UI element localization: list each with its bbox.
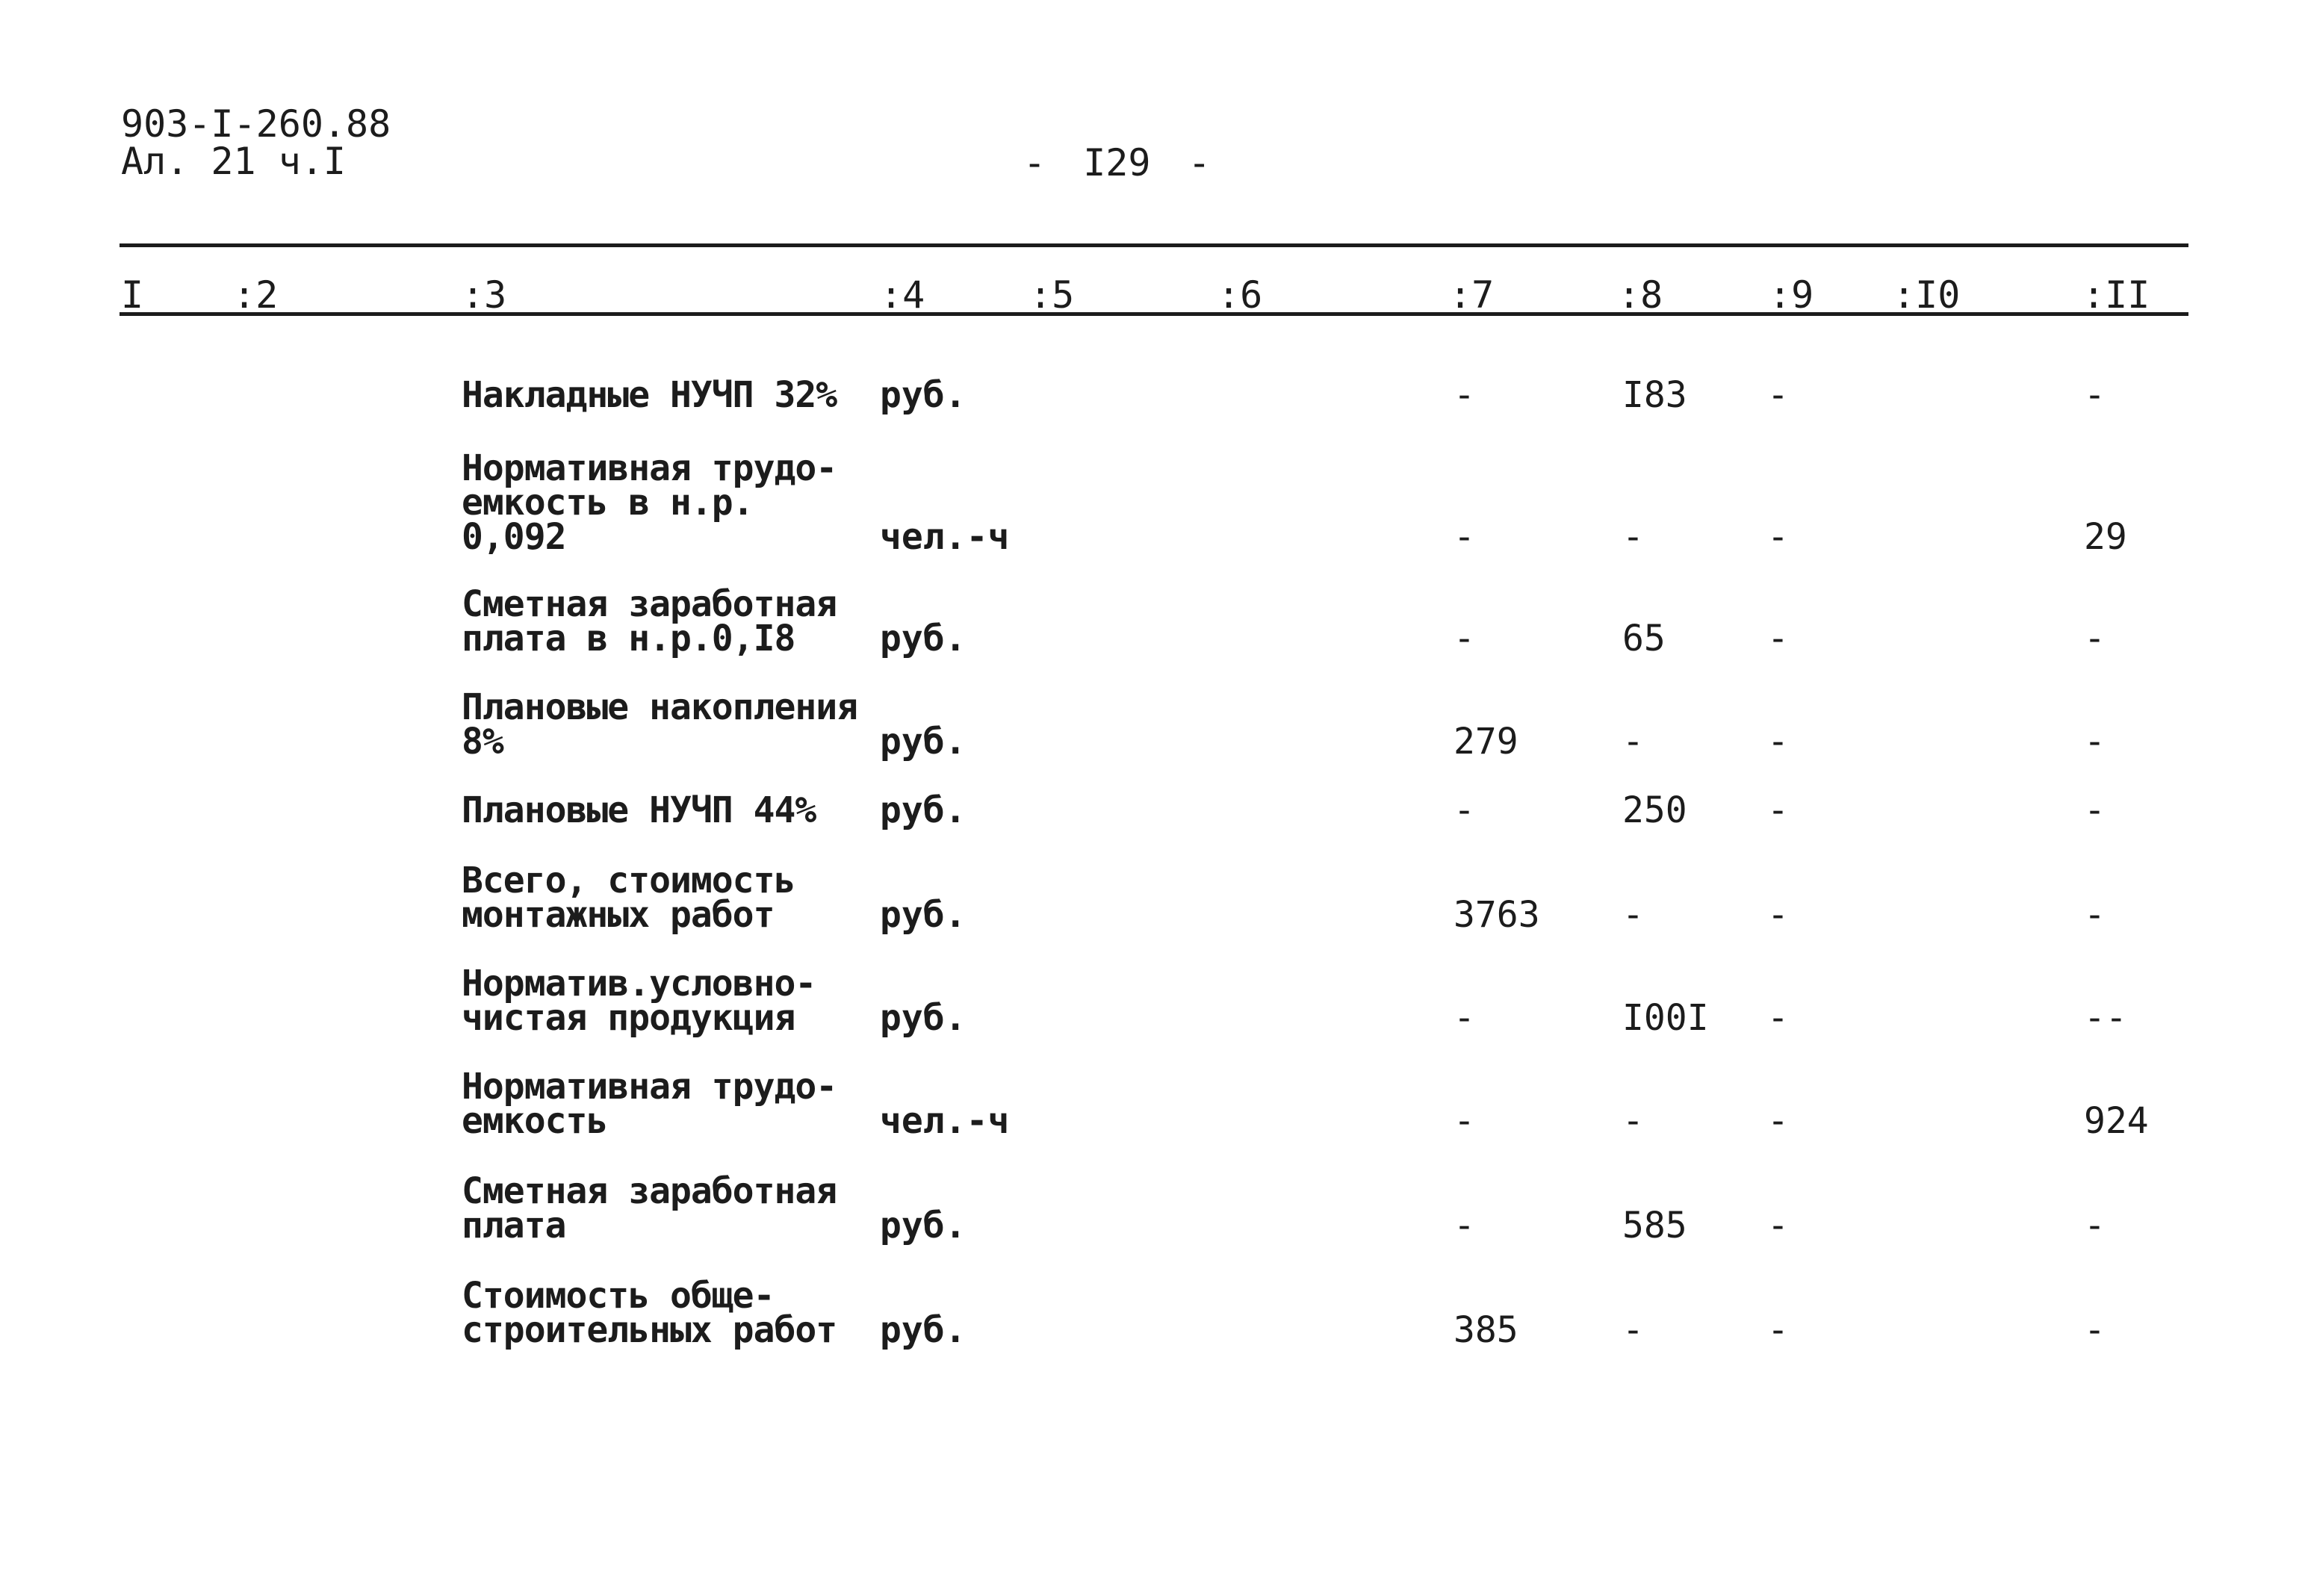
row-description-line: Стоимость обще- — [462, 1275, 775, 1317]
row-description-line: Всего, стоимость — [462, 860, 795, 901]
row-col8-value: - — [1622, 516, 1644, 558]
row-col7-value: - — [1453, 1205, 1475, 1246]
row-col11-value: - — [2084, 789, 2106, 831]
row-unit: руб. — [880, 997, 967, 1039]
row-description-line: емкость — [462, 1100, 608, 1142]
row-unit: чел.-ч — [880, 516, 1010, 558]
row-col9-value: - — [1767, 1205, 1789, 1246]
row-col7-value: - — [1453, 516, 1475, 558]
row-description-line: плата в н.р.0,I8 — [462, 618, 795, 659]
row-col7-value: 385 — [1453, 1309, 1518, 1351]
row-col8-value: - — [1622, 1100, 1644, 1142]
row-col9-value: - — [1767, 1309, 1789, 1351]
row-col7-value: - — [1453, 1100, 1475, 1142]
row-description-line: Норматив.условно- — [462, 963, 816, 1005]
column-header-6: :6 — [1217, 273, 1263, 317]
row-col9-value: - — [1767, 618, 1789, 659]
row-unit: чел.-ч — [880, 1100, 1010, 1142]
row-description-line: плата — [462, 1205, 566, 1246]
row-description-line: Плановые НУЧП 44% — [462, 789, 816, 831]
row-unit: руб. — [880, 618, 967, 659]
row-col7-value: - — [1453, 997, 1475, 1039]
row-col11-value: - — [2084, 1309, 2106, 1351]
row-col8-value: - — [1622, 721, 1644, 763]
row-col11-value: -- — [2084, 997, 2127, 1039]
document-code: 903-I-260.88 — [121, 102, 391, 146]
column-header-11: :II — [2082, 273, 2150, 317]
row-unit: руб. — [880, 789, 967, 831]
row-col7-value: - — [1453, 789, 1475, 831]
row-unit: руб. — [880, 1309, 967, 1351]
row-col7-value: 3763 — [1453, 894, 1540, 936]
top-rule — [120, 243, 2188, 247]
row-unit: руб. — [880, 1205, 967, 1246]
row-unit: руб. — [880, 374, 967, 416]
row-col9-value: - — [1767, 1100, 1789, 1142]
row-col8-value: 250 — [1622, 789, 1687, 831]
row-col7-value: - — [1453, 374, 1475, 416]
column-header-5: :5 — [1029, 273, 1075, 317]
column-header-4: :4 — [880, 273, 925, 317]
row-col8-value: I00I — [1622, 997, 1709, 1039]
column-header-9: :9 — [1769, 273, 1814, 317]
row-unit: руб. — [880, 894, 967, 936]
row-description-line: монтажных работ — [462, 894, 775, 936]
row-col9-value: - — [1767, 894, 1789, 936]
column-header-2: :2 — [233, 273, 279, 317]
row-description-line: емкость в н.р. — [462, 482, 754, 524]
row-col9-value: - — [1767, 721, 1789, 763]
row-description-line: 0,092 — [462, 516, 566, 558]
column-header-1: I — [121, 273, 144, 317]
row-description-line: Сметная заработная — [462, 1170, 837, 1212]
row-description-line: чистая продукция — [462, 997, 795, 1039]
row-col9-value: - — [1767, 789, 1789, 831]
row-col7-value: 279 — [1453, 721, 1518, 763]
row-col11-value: - — [2084, 894, 2106, 936]
row-col8-value: 65 — [1622, 618, 1666, 659]
row-col11-value: - — [2084, 1205, 2106, 1246]
row-col11-value: 924 — [2084, 1100, 2149, 1142]
row-col8-value: I83 — [1622, 374, 1687, 416]
row-col11-value: - — [2084, 374, 2106, 416]
row-description-line: Плановые накопления — [462, 686, 858, 728]
column-header-3: :3 — [462, 273, 507, 317]
row-col11-value: 29 — [2084, 516, 2127, 558]
page-number: - I29 - — [1023, 141, 1211, 184]
row-col8-value: 585 — [1622, 1205, 1687, 1246]
row-description-line: Нормативная трудо- — [462, 447, 837, 489]
row-description-line: Накладные НУЧП 32% — [462, 374, 837, 416]
row-col9-value: - — [1767, 997, 1789, 1039]
row-description-line: 8% — [462, 721, 503, 763]
row-col11-value: - — [2084, 618, 2106, 659]
column-header-8: :8 — [1618, 273, 1663, 317]
row-col8-value: - — [1622, 894, 1644, 936]
row-col11-value: - — [2084, 721, 2106, 763]
row-unit: руб. — [880, 721, 967, 763]
sheet-reference: Ал. 21 ч.I — [121, 140, 347, 183]
row-col9-value: - — [1767, 374, 1789, 416]
row-col8-value: - — [1622, 1309, 1644, 1351]
row-description-line: Нормативная трудо- — [462, 1066, 837, 1108]
column-header-rule — [120, 312, 2188, 316]
column-header-10: :I0 — [1893, 273, 1961, 317]
row-col9-value: - — [1767, 516, 1789, 558]
row-description-line: строительных работ — [462, 1309, 837, 1351]
column-header-7: :7 — [1449, 273, 1495, 317]
row-description-line: Сметная заработная — [462, 583, 837, 625]
row-col7-value: - — [1453, 618, 1475, 659]
